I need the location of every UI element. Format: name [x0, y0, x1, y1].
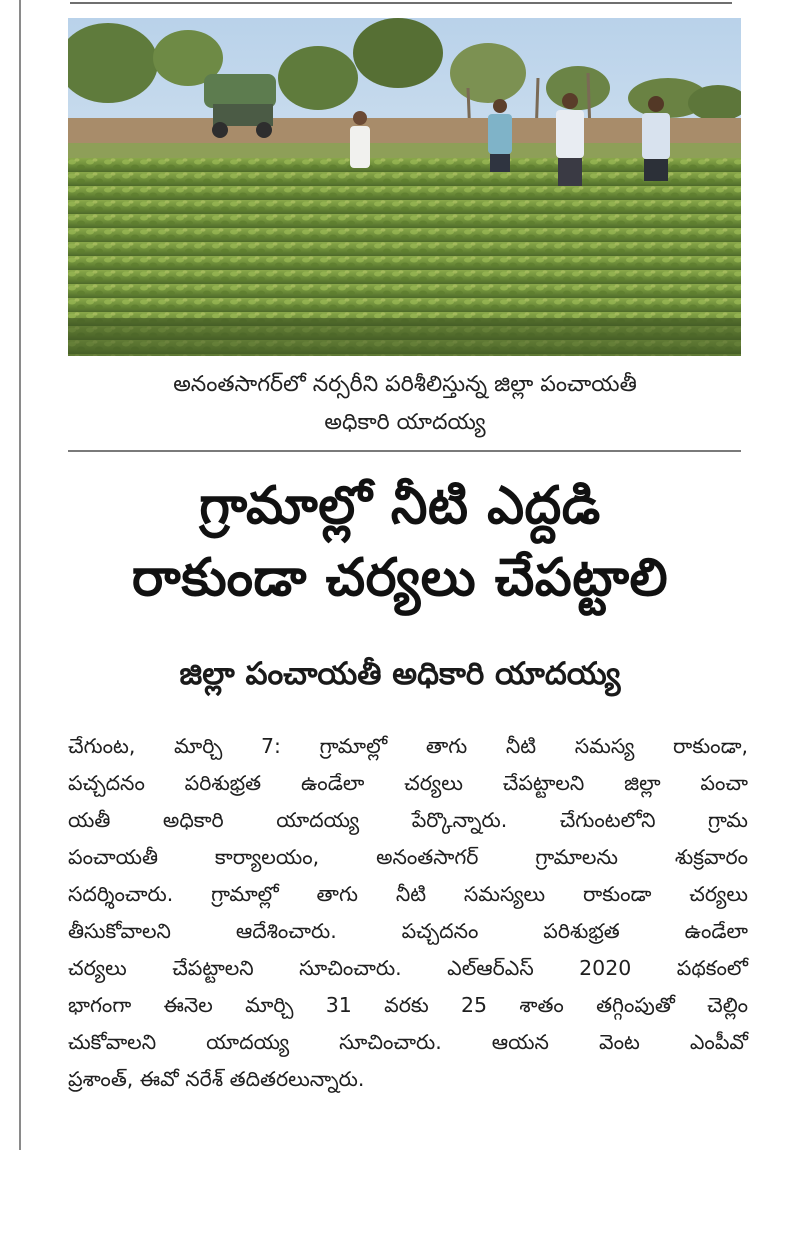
- headline-line: గ్రామాల్లో నీటి ఎద్దడి: [199, 476, 601, 536]
- caption-line: అనంతసాగర్‌లో నర్సరీని పరిశీలిస్తున్న జిల్లా పంచాయతీ: [173, 372, 637, 397]
- headline: [40, 470, 760, 614]
- body-line: ప్రశాంత్, ఈవో నరేశ్ తదితరలున్నారు.: [68, 1067, 365, 1091]
- nursery-photo: [68, 18, 741, 356]
- body-line: యతీ అధికారి యాదయ్య పేర్కొన్నారు. చేగుంటలోని గ్రామ: [68, 808, 748, 832]
- body-line: చుకోవాలని యాదయ్య సూచించారు. ఆయన వెంట ఎంపీవో: [68, 1030, 748, 1054]
- body-line: తీసుకోవాలని ఆదేశించారు. పచ్చదనం పరిశుభ్రత ఉండేలా: [68, 919, 748, 943]
- top-rule: [70, 2, 732, 4]
- photo-caption: [60, 366, 750, 442]
- body-line: చర్యలు చేపట్టాలని సూచించారు. ఎల్ఆర్ఎస్ 2020 పథకంలో: [68, 956, 748, 980]
- body-line: పచ్చదనం పరిశుభ్రత ఉండేలా చర్యలు చేపట్టాలని జిల్లా పంచా: [68, 771, 748, 795]
- body-line: భాగంగా ఈనెల మార్చి 31 వరకు 25 శాతం తగ్గింపుతో చెల్లిం: [68, 993, 748, 1017]
- body-line: చేగుంట, మార్చి 7: గ్రామాల్లో తాగు నీటి సమస్య రాకుండా,: [68, 734, 748, 758]
- body-line: సదర్శించారు. గ్రామాల్లో తాగు నీటి సమస్యలు రాకుండా చర్యలు: [68, 882, 748, 906]
- headline-line: రాకుండా చర్యలు చేపట్టాలి: [131, 548, 669, 608]
- article-photo: [68, 18, 741, 356]
- caption-line: అధికారి యాదయ్య: [324, 410, 486, 435]
- article-body: [68, 728, 748, 1098]
- caption-divider: [68, 450, 741, 452]
- column-rule: [19, 0, 21, 1150]
- subheadline: జిల్లా పంచాయతీ అధికారి యాదయ్య: [179, 656, 621, 692]
- body-line: పంచాయతీ కార్యాలయం, అనంతసాగర్ గ్రామాలను శుక్రవారం: [68, 845, 748, 869]
